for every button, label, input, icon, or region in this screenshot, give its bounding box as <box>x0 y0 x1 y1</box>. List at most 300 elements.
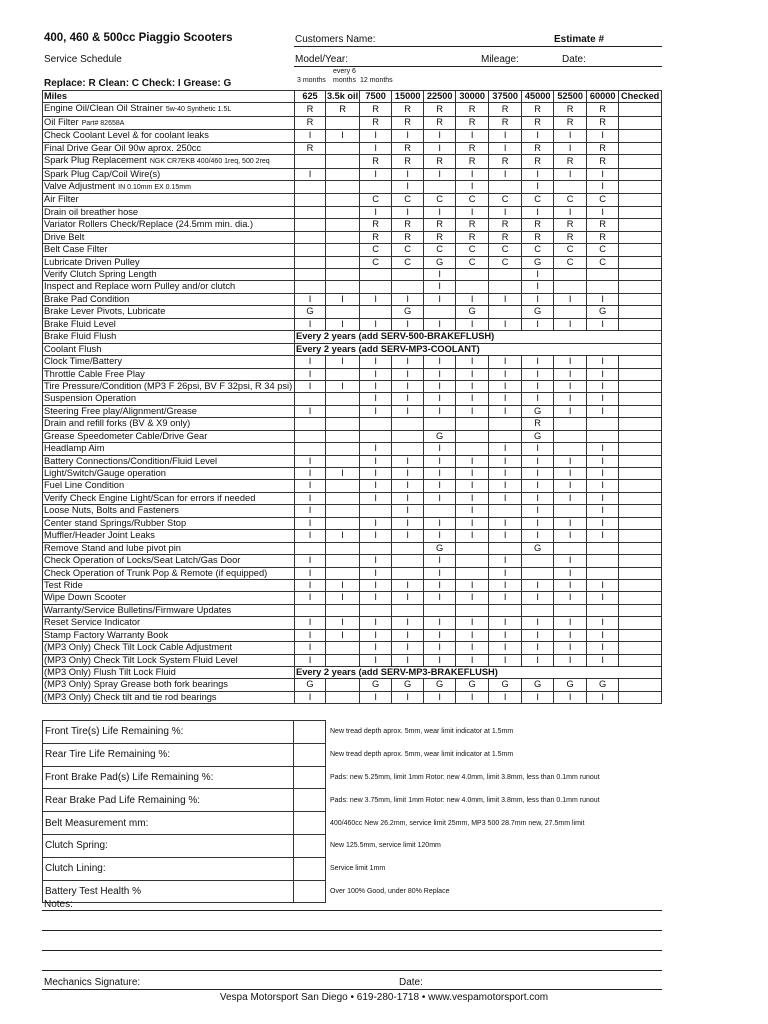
signature-line[interactable] <box>42 989 662 990</box>
table-row <box>43 629 662 641</box>
action-cell <box>360 306 392 318</box>
action-cell <box>554 306 587 318</box>
service-item-label <box>43 667 295 679</box>
life-value-field[interactable] <box>294 721 326 744</box>
action-cell <box>489 505 522 517</box>
table-row <box>43 281 662 293</box>
action-cell: I <box>392 293 424 305</box>
action-cell: I <box>489 579 522 591</box>
checked-cell[interactable] <box>619 642 662 654</box>
action-cell: G <box>392 679 424 691</box>
checked-cell[interactable] <box>619 206 662 218</box>
action-cell: I <box>456 180 489 193</box>
life-value-field[interactable] <box>294 812 326 835</box>
checked-cell[interactable] <box>619 679 662 691</box>
footer: Vespa Motorsport San Diego • 619-280-1718 • www.vespamotorsport.com <box>219 992 549 1003</box>
service-item-label <box>43 617 295 629</box>
action-cell <box>326 492 360 504</box>
action-cell: C <box>554 244 587 256</box>
checked-cell[interactable] <box>619 142 662 154</box>
action-cell: I <box>587 168 619 180</box>
action-cell: I <box>522 492 554 504</box>
form-title: 400, 460 & 500cc Piaggio Scooters <box>44 32 233 44</box>
checked-cell[interactable] <box>619 368 662 380</box>
action-cell: R <box>522 142 554 154</box>
action-cell: I <box>522 443 554 455</box>
action-cell: I <box>360 555 392 567</box>
action-cell: I <box>587 530 619 542</box>
action-cell: I <box>554 654 587 666</box>
life-label: Front Brake Pad(s) Life Remaining %: <box>43 766 294 789</box>
action-cell: G <box>456 306 489 318</box>
life-value-field[interactable] <box>294 834 326 857</box>
service-item-text: (MP3 Only) Flush Tilt Lock Fluid <box>44 667 176 678</box>
action-cell <box>360 430 392 442</box>
model-year-label: Model/Year: <box>295 54 348 65</box>
action-cell: I <box>489 142 522 154</box>
checked-cell[interactable] <box>619 180 662 193</box>
action-cell: G <box>587 679 619 691</box>
table-row <box>43 231 662 243</box>
action-cell: I <box>424 691 456 703</box>
service-item-spec: 5w-40 Synthetic 1.5L <box>165 106 232 114</box>
action-cell: I <box>424 168 456 180</box>
action-cell: I <box>489 318 522 330</box>
checked-cell[interactable] <box>619 480 662 492</box>
action-cell <box>522 604 554 616</box>
notes-line-3[interactable] <box>42 950 662 951</box>
date-label: Date: <box>562 54 586 65</box>
table-row <box>43 168 662 180</box>
action-cell: R <box>360 103 392 116</box>
action-cell: I <box>295 368 326 380</box>
action-cell: I <box>392 629 424 641</box>
service-item-text: (MP3 Only) Spray Grease both fork bearings <box>44 679 228 690</box>
action-cell: I <box>295 168 326 180</box>
action-cell: I <box>392 592 424 604</box>
table-row <box>43 468 662 480</box>
checked-cell[interactable] <box>619 318 662 330</box>
action-cell: I <box>554 368 587 380</box>
action-cell: R <box>456 103 489 116</box>
action-cell: C <box>360 244 392 256</box>
action-cell: I <box>456 480 489 492</box>
action-cell: I <box>489 530 522 542</box>
action-cell <box>295 244 326 256</box>
table-row <box>43 318 662 330</box>
three-months-label: 3 months <box>297 77 326 84</box>
life-value-field[interactable] <box>294 880 326 903</box>
action-cell: C <box>522 194 554 206</box>
checked-cell[interactable] <box>619 505 662 517</box>
action-cell <box>392 567 424 579</box>
table-row <box>43 443 662 455</box>
action-cell <box>326 691 360 703</box>
checked-cell[interactable] <box>619 155 662 168</box>
checked-cell[interactable] <box>619 219 662 231</box>
checked-cell[interactable] <box>619 244 662 256</box>
action-cell: I <box>587 455 619 467</box>
life-row <box>43 743 666 766</box>
action-cell: I <box>456 579 489 591</box>
checked-cell[interactable] <box>619 430 662 442</box>
service-item-label <box>43 356 295 368</box>
action-cell: I <box>456 318 489 330</box>
service-item-label <box>43 604 295 616</box>
action-cell: R <box>489 219 522 231</box>
checked-cell[interactable] <box>619 281 662 293</box>
action-cell: I <box>522 368 554 380</box>
service-item-text: Fuel Line Condition <box>44 480 125 491</box>
checked-cell[interactable] <box>619 269 662 281</box>
checked-cell[interactable] <box>619 418 662 430</box>
action-cell: I <box>456 168 489 180</box>
checked-cell[interactable] <box>619 293 662 305</box>
action-cell: I <box>489 691 522 703</box>
checked-cell[interactable] <box>619 654 662 666</box>
action-cell <box>326 642 360 654</box>
life-spec-note: Pads: new 5.25mm, limit 1mm Rotor: new 4.0mm, limit 3.8mm, less than 0.1mm runout <box>330 773 600 781</box>
life-value-field[interactable] <box>294 766 326 789</box>
action-cell: I <box>424 356 456 368</box>
checked-cell[interactable] <box>619 393 662 405</box>
service-item-text: Center stand Springs/Rubber Stop <box>44 517 187 528</box>
action-cell: I <box>587 405 619 417</box>
service-item-text: Lubricate Driven Pulley <box>44 256 140 267</box>
action-cell: R <box>456 116 489 129</box>
checked-cell[interactable] <box>619 356 662 368</box>
action-cell: I <box>456 517 489 529</box>
action-cell <box>392 542 424 554</box>
service-item-label <box>43 418 295 430</box>
life-spec-note: New 125.5mm, service limit 120mm <box>330 842 441 850</box>
action-cell: I <box>360 468 392 480</box>
action-cell: I <box>360 530 392 542</box>
checked-cell[interactable] <box>619 130 662 142</box>
checked-cell[interactable] <box>619 691 662 703</box>
action-cell: I <box>587 480 619 492</box>
checked-cell[interactable] <box>619 443 662 455</box>
service-item-text: Brake Fluid Flush <box>44 331 117 342</box>
action-cell: I <box>295 517 326 529</box>
checked-cell[interactable] <box>619 555 662 567</box>
service-item-label <box>43 542 295 554</box>
service-item-label <box>43 480 295 492</box>
service-item-label <box>43 206 295 218</box>
action-cell <box>326 116 360 129</box>
action-cell <box>326 505 360 517</box>
action-cell: I <box>554 293 587 305</box>
service-item-text: Valve Adjustment <box>44 180 116 191</box>
action-cell <box>424 306 456 318</box>
action-cell <box>587 430 619 442</box>
service-item-text: (MP3 Only) Check Tilt Lock Cable Adjustment <box>44 642 233 653</box>
service-item-label <box>43 505 295 517</box>
action-cell <box>554 443 587 455</box>
action-cell: I <box>295 356 326 368</box>
service-item-text: Verify Check Engine Light/Scan for errors if needed <box>44 492 256 503</box>
service-item-label <box>43 331 295 343</box>
service-item-text: Variator Rollers Check/Replace (24.5mm min. dia.) <box>44 219 254 230</box>
checked-cell[interactable] <box>619 306 662 318</box>
action-cell <box>295 269 326 281</box>
action-cell: I <box>489 642 522 654</box>
action-cell: I <box>295 654 326 666</box>
action-cell: I <box>554 468 587 480</box>
action-cell <box>554 180 587 193</box>
action-cell: R <box>522 155 554 168</box>
action-cell: I <box>489 555 522 567</box>
service-item-text: Check Operation of Locks/Seat Latch/Gas Door <box>44 555 241 566</box>
table-row <box>43 654 662 666</box>
action-cell: G <box>392 306 424 318</box>
service-item-label <box>43 629 295 641</box>
checked-cell[interactable] <box>619 492 662 504</box>
action-cell: R <box>554 103 587 116</box>
action-cell: I <box>489 356 522 368</box>
table-row <box>43 667 662 679</box>
service-item-label <box>43 530 295 542</box>
action-cell: I <box>554 393 587 405</box>
action-cell: I <box>554 555 587 567</box>
action-cell: I <box>587 691 619 703</box>
table-row <box>43 269 662 281</box>
model-line <box>294 66 662 67</box>
action-cell: I <box>360 642 392 654</box>
action-cell <box>587 281 619 293</box>
action-cell <box>326 219 360 231</box>
action-cell: I <box>522 468 554 480</box>
service-item-label <box>43 592 295 604</box>
service-item-label <box>43 306 295 318</box>
checked-cell[interactable] <box>619 604 662 616</box>
checked-cell[interactable] <box>619 380 662 392</box>
service-item-text: Wipe Down Scooter <box>44 592 127 603</box>
life-value-field[interactable] <box>294 789 326 812</box>
action-cell: I <box>360 455 392 467</box>
action-cell <box>326 455 360 467</box>
table-row <box>43 567 662 579</box>
checked-cell[interactable] <box>619 530 662 542</box>
action-cell: I <box>554 130 587 142</box>
table-row <box>43 103 662 116</box>
checked-cell[interactable] <box>619 567 662 579</box>
life-label: Front Tire(s) Life Remaining %: <box>43 721 294 744</box>
table-header-row <box>43 91 662 103</box>
checked-cell[interactable] <box>619 103 662 116</box>
table-row <box>43 142 662 154</box>
checked-cell[interactable] <box>619 468 662 480</box>
action-cell: I <box>489 130 522 142</box>
action-cell: I <box>295 293 326 305</box>
action-cell <box>360 418 392 430</box>
table-row <box>43 306 662 318</box>
service-item-text: Final Drive Gear Oil 90w aprox. 250cc <box>44 142 202 153</box>
action-cell <box>456 418 489 430</box>
life-value-field[interactable] <box>294 857 326 880</box>
checked-cell[interactable] <box>619 592 662 604</box>
action-cell: I <box>554 592 587 604</box>
action-cell: R <box>522 231 554 243</box>
table-row <box>43 393 662 405</box>
action-cell: I <box>554 405 587 417</box>
action-cell: I <box>522 269 554 281</box>
action-cell: I <box>424 318 456 330</box>
service-item-label <box>43 517 295 529</box>
action-cell: R <box>587 103 619 116</box>
action-cell <box>554 430 587 442</box>
action-cell: C <box>360 194 392 206</box>
action-cell: I <box>295 629 326 641</box>
action-cell: I <box>360 480 392 492</box>
action-cell: I <box>360 567 392 579</box>
checked-cell[interactable] <box>619 116 662 129</box>
action-cell <box>326 281 360 293</box>
customer-line <box>294 46 662 47</box>
service-item-text: Tire Pressure/Condition (MP3 F 26psi, BV F 32psi, R 34 psi) <box>44 380 293 391</box>
service-item-label <box>43 654 295 666</box>
action-cell: C <box>489 244 522 256</box>
action-cell: I <box>392 654 424 666</box>
action-cell: I <box>392 505 424 517</box>
notes-line-1[interactable] <box>42 910 662 911</box>
action-cell: R <box>554 116 587 129</box>
action-cell <box>489 281 522 293</box>
action-cell <box>392 430 424 442</box>
action-cell: I <box>456 130 489 142</box>
action-cell: I <box>587 642 619 654</box>
action-cell <box>392 555 424 567</box>
action-cell: I <box>392 617 424 629</box>
action-cell: I <box>424 617 456 629</box>
checked-cell[interactable] <box>619 579 662 591</box>
life-value-field[interactable] <box>294 743 326 766</box>
action-cell: C <box>522 244 554 256</box>
notes-line-4[interactable] <box>42 970 662 971</box>
service-item-spec: Part# 82658A <box>81 119 125 127</box>
action-cell: I <box>392 492 424 504</box>
service-item-label <box>43 380 295 392</box>
action-cell: I <box>392 130 424 142</box>
action-cell: I <box>522 130 554 142</box>
action-cell: I <box>522 318 554 330</box>
action-cell: I <box>326 617 360 629</box>
action-cell: I <box>424 281 456 293</box>
life-row <box>43 834 666 857</box>
checked-cell[interactable] <box>619 405 662 417</box>
checked-cell[interactable] <box>619 256 662 268</box>
action-cell: C <box>587 194 619 206</box>
action-cell: I <box>424 642 456 654</box>
action-cell: I <box>522 480 554 492</box>
service-item-label <box>43 555 295 567</box>
action-cell: C <box>392 244 424 256</box>
column-header: 60000 <box>587 91 619 103</box>
service-item-text: Test Ride <box>44 579 83 590</box>
service-item-label <box>43 405 295 417</box>
action-cell <box>326 555 360 567</box>
action-cell <box>554 604 587 616</box>
action-cell: I <box>522 629 554 641</box>
action-cell: C <box>456 244 489 256</box>
action-cell <box>456 567 489 579</box>
action-cell <box>587 604 619 616</box>
action-cell: I <box>522 517 554 529</box>
service-item-label <box>43 116 295 129</box>
checked-cell[interactable] <box>619 168 662 180</box>
checked-cell[interactable] <box>619 542 662 554</box>
estimate-label: Estimate # <box>554 34 605 45</box>
action-cell: G <box>295 306 326 318</box>
action-cell: I <box>360 443 392 455</box>
action-cell: I <box>360 592 392 604</box>
action-cell: I <box>392 480 424 492</box>
service-item-label <box>43 691 295 703</box>
action-cell: I <box>424 405 456 417</box>
action-cell: I <box>424 368 456 380</box>
action-cell: G <box>587 306 619 318</box>
column-header: 37500 <box>489 91 522 103</box>
action-cell: C <box>489 194 522 206</box>
table-row <box>43 555 662 567</box>
checked-cell[interactable] <box>619 617 662 629</box>
action-cell: I <box>522 380 554 392</box>
checked-cell[interactable] <box>619 629 662 641</box>
action-cell <box>326 679 360 691</box>
action-cell: R <box>360 231 392 243</box>
checked-cell[interactable] <box>619 194 662 206</box>
action-cell: I <box>456 405 489 417</box>
action-cell: R <box>424 103 456 116</box>
action-cell: I <box>360 691 392 703</box>
action-cell: I <box>392 380 424 392</box>
column-header: Miles <box>43 91 295 103</box>
action-cell: I <box>360 629 392 641</box>
action-cell: R <box>522 219 554 231</box>
table-row <box>43 244 662 256</box>
action-cell: I <box>489 368 522 380</box>
table-row <box>43 380 662 392</box>
action-cell: R <box>295 103 326 116</box>
notes-line-2[interactable] <box>42 930 662 931</box>
action-cell: I <box>554 356 587 368</box>
action-cell <box>326 180 360 193</box>
action-cell: R <box>587 142 619 154</box>
service-item-text: Suspension Operation <box>44 393 136 404</box>
table-row <box>43 592 662 604</box>
action-cell: I <box>295 592 326 604</box>
table-row <box>43 480 662 492</box>
checked-cell[interactable] <box>619 231 662 243</box>
notes-label: Notes: <box>44 899 73 910</box>
service-item-text: Spark Plug Cap/Coil Wire(s) <box>44 168 161 179</box>
action-cell: I <box>295 380 326 392</box>
checked-cell[interactable] <box>619 455 662 467</box>
service-item-text: Headlamp Aim <box>44 443 105 454</box>
twelve-months-label: 12 months <box>360 77 393 84</box>
legend: Replace: R Clean: C Check: I Grease: G <box>44 78 232 89</box>
action-cell <box>456 269 489 281</box>
action-cell: G <box>424 679 456 691</box>
action-cell <box>392 604 424 616</box>
action-cell: I <box>295 617 326 629</box>
service-item-spec: IN 0.10mm EX 0.15mm <box>118 183 191 191</box>
action-cell <box>489 418 522 430</box>
action-cell: R <box>489 231 522 243</box>
service-item-label <box>43 443 295 455</box>
service-item-label <box>43 567 295 579</box>
checked-cell[interactable] <box>619 517 662 529</box>
